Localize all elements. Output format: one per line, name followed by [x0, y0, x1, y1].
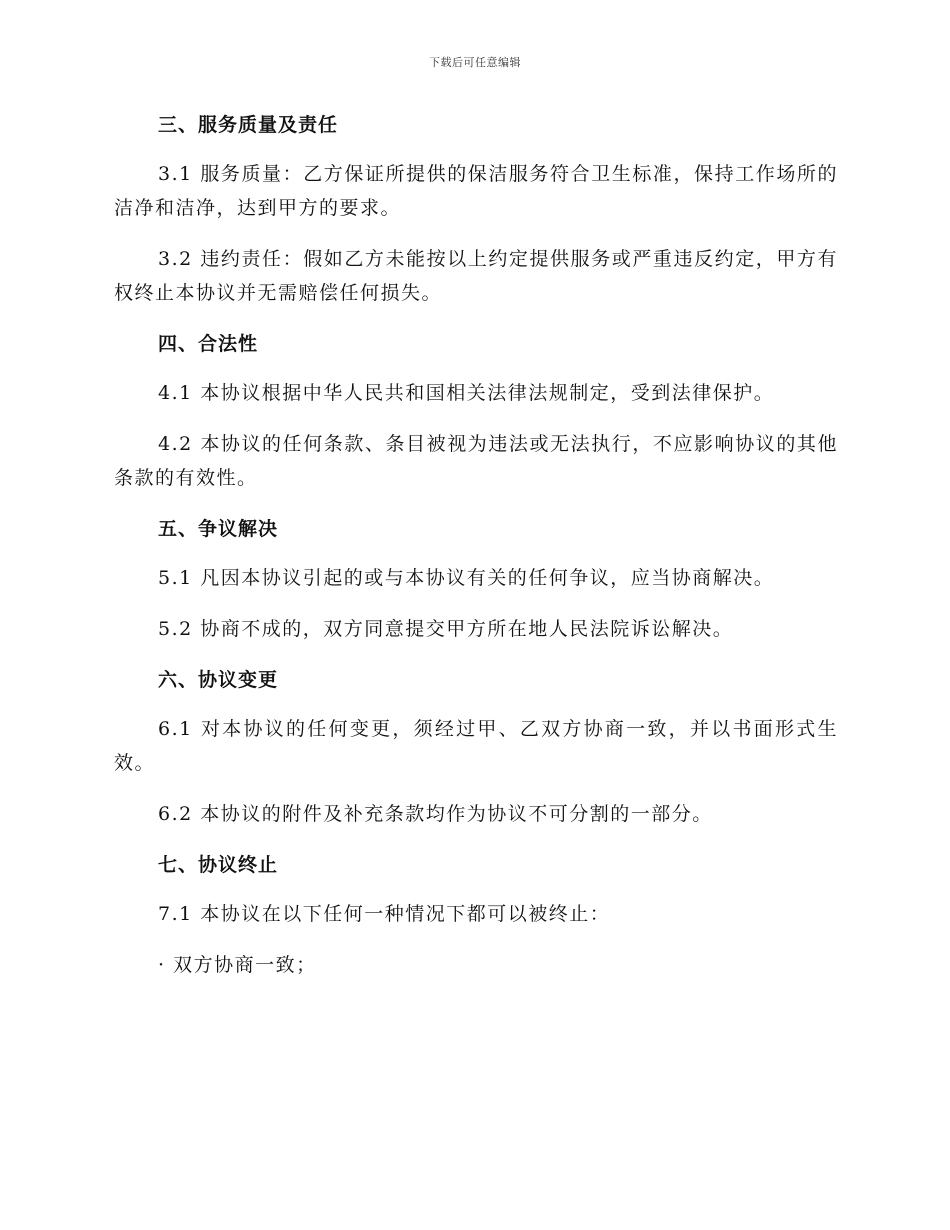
page-header: 下载后可任意编辑: [429, 56, 521, 69]
section-heading-4: 四、合法性: [158, 333, 259, 355]
paragraph-5-1: 5.1 凡因本协议引起的或与本协议有关的任何争议，应当协商解决。: [158, 567, 775, 589]
section-heading-6: 六、协议变更: [158, 669, 279, 691]
paragraph-4-2: 4.2 本协议的任何条款、条目被视为违法或无法执行，不应影响协议的其他条款的有效性。: [114, 433, 838, 489]
paragraph-6-1: 6.1 对本协议的任何变更，须经过甲、乙双方协商一致，并以书面形式生效。: [114, 718, 838, 774]
document-body: [114, 108, 838, 982]
list-item-termination-1: · 双方协商一致；: [158, 954, 317, 976]
section-heading-5: 五、争议解决: [158, 518, 279, 540]
paragraph-6-2: 6.2 本协议的附件及补充条款均作为协议不可分割的一部分。: [158, 803, 713, 825]
section-heading-7: 七、协议终止: [158, 854, 279, 876]
paragraph-3-1: 3.1 服务质量：乙方保证所提供的保洁服务符合卫生标准，保持工作场所的洁净和洁净，达到甲方的要求。: [114, 163, 838, 219]
section-heading-3: 三、服务质量及责任: [158, 114, 339, 136]
paragraph-4-1: 4.1 本协议根据中华人民共和国相关法律法规制定，受到法律保护。: [158, 382, 775, 404]
paragraph-7-1: 7.1 本协议在以下任何一种情况下都可以被终止：: [158, 903, 611, 925]
paragraph-3-2: 3.2 违约责任：假如乙方未能按以上约定提供服务或严重违反约定，甲方有权终止本协议并无需赔偿任何损失。: [114, 248, 838, 304]
paragraph-5-2: 5.2 协商不成的，双方同意提交甲方所在地人民法院诉讼解决。: [158, 618, 734, 640]
